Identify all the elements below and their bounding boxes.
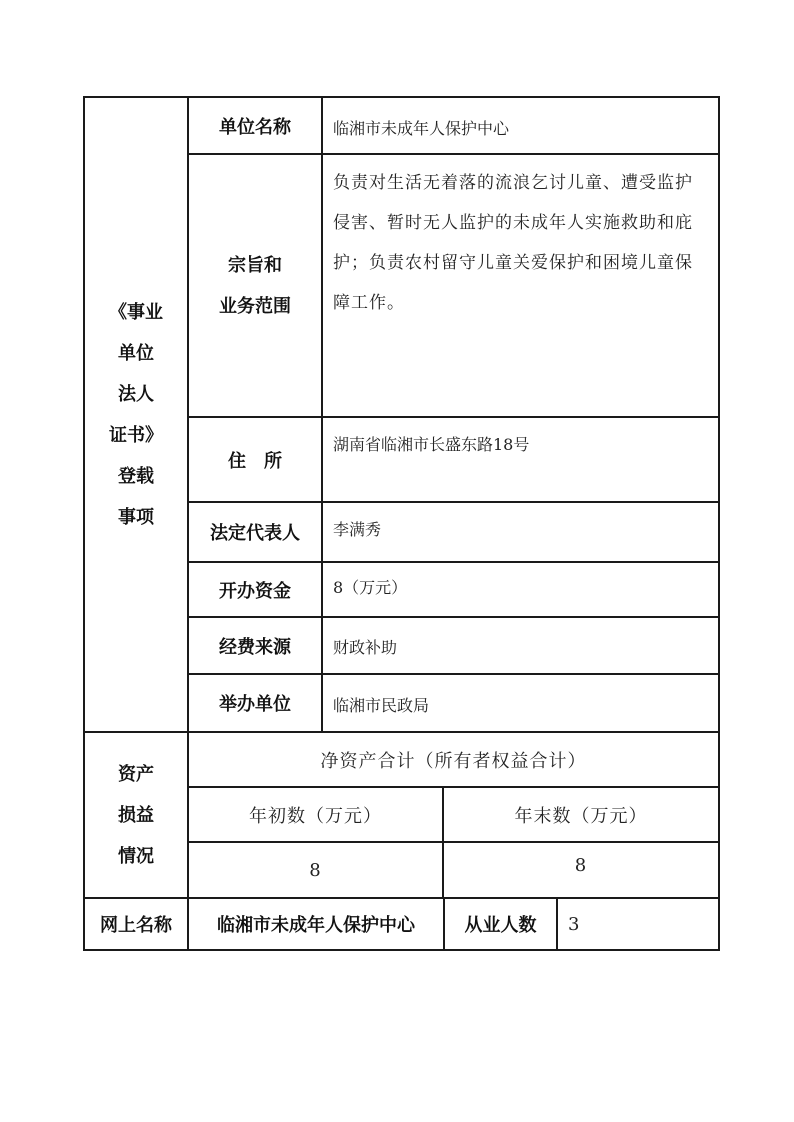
purpose-scope-label <box>187 153 323 418</box>
title-line: 单位 <box>118 342 154 364</box>
title-line: 证书》 <box>109 424 163 446</box>
purpose-scope-value: 负责对生活无着落的流浪乞讨儿童、遭受监护侵害、暂时无人监护的未成年人实施救助和庇护；负责农村留守儿童关爱保护和困境儿童保障工作。 <box>321 153 720 418</box>
title-line: 情况 <box>118 845 154 867</box>
startup-funds-value: 8（万元） <box>321 561 720 618</box>
label-line: 业务范围 <box>219 295 291 317</box>
net-assets-header: 净资产合计（所有者权益合计） <box>187 731 720 788</box>
unit-name-value: 临湘市未成年人保护中心 <box>321 96 720 155</box>
label-line: 宗旨和 <box>228 254 282 276</box>
address-label: 住 所 <box>187 416 323 503</box>
title-line: 登载 <box>118 465 154 487</box>
registration-form <box>83 96 720 951</box>
sponsor-unit-label: 举办单位 <box>187 673 323 733</box>
legal-representative-value: 李满秀 <box>321 501 720 563</box>
funding-source-label: 经费来源 <box>187 616 323 675</box>
unit-name-label: 单位名称 <box>187 96 323 155</box>
startup-funds-label: 开办资金 <box>187 561 323 618</box>
online-name-value: 临湘市未成年人保护中心 <box>187 897 445 951</box>
address-value: 湖南省临湘市长盛东路18号 <box>321 416 720 503</box>
online-name-label: 网上名称 <box>83 897 189 951</box>
title-line: 损益 <box>118 804 154 826</box>
title-line: 《事业 <box>109 301 163 323</box>
registration-section-title <box>83 96 189 733</box>
beginning-of-year-value: 8 <box>187 841 444 899</box>
funding-source-value: 财政补助 <box>321 616 720 675</box>
title-line: 资产 <box>118 763 154 785</box>
legal-representative-label: 法定代表人 <box>187 501 323 563</box>
staff-count-value: 3 <box>556 897 720 951</box>
end-of-year-header: 年末数（万元） <box>442 786 720 843</box>
assets-section-title <box>83 731 189 899</box>
title-line: 事项 <box>118 506 154 528</box>
beginning-of-year-header: 年初数（万元） <box>187 786 444 843</box>
sponsor-unit-value: 临湘市民政局 <box>321 673 720 733</box>
staff-count-label: 从业人数 <box>443 897 558 951</box>
end-of-year-value: 8 <box>442 841 720 899</box>
title-line: 法人 <box>118 383 154 405</box>
